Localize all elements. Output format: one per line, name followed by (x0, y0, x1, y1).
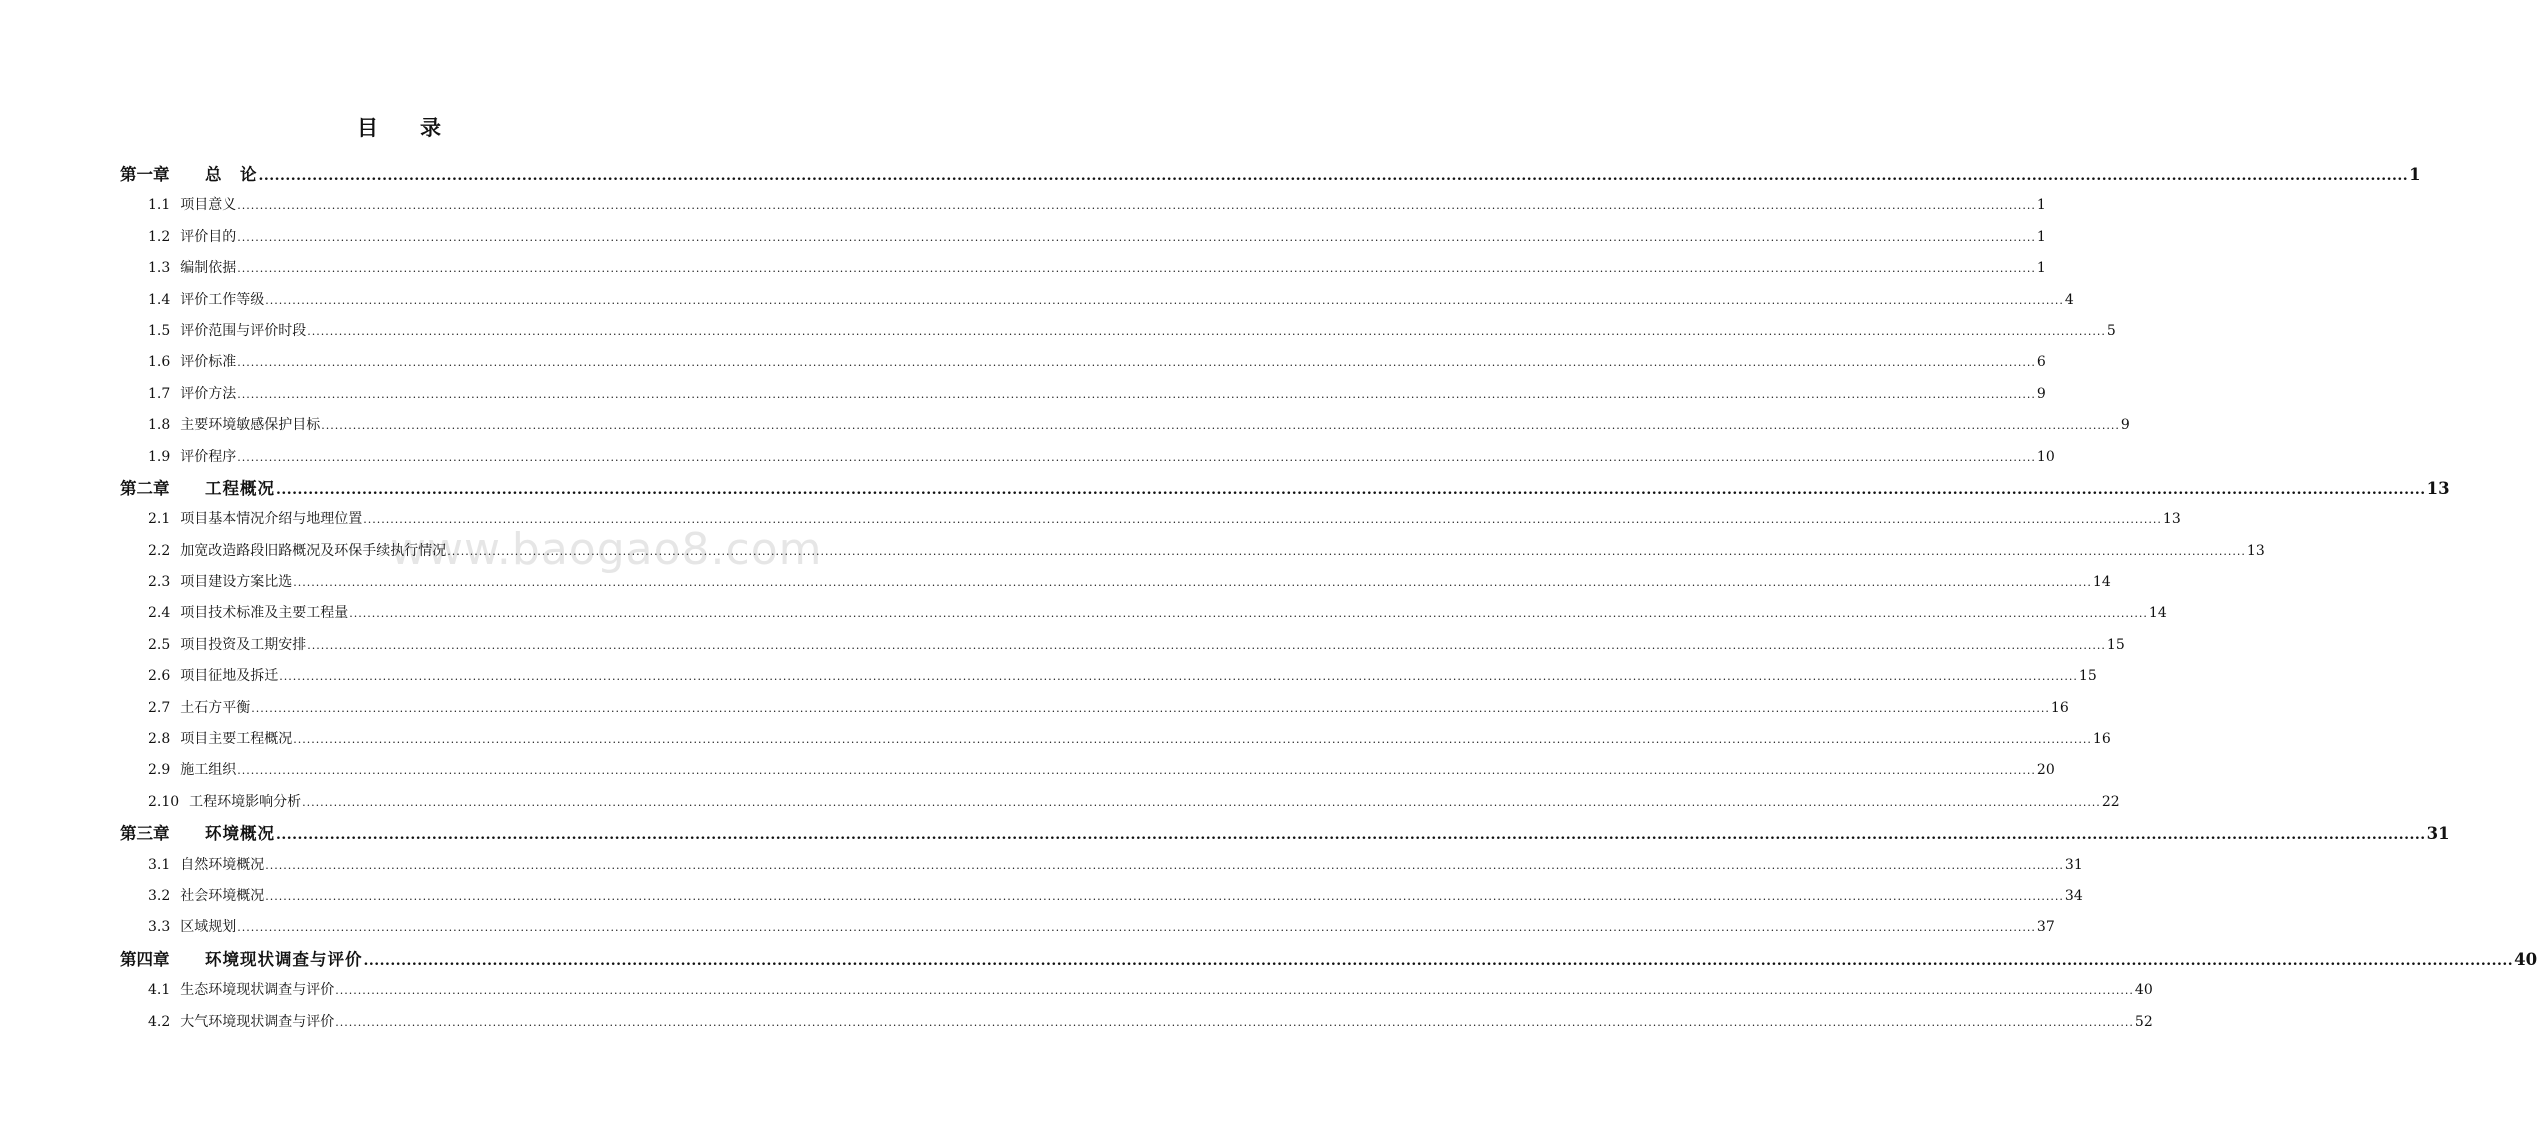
toc-page-number: 10 (2036, 448, 2055, 465)
toc-entry-title: 社会环境概况 (180, 887, 265, 904)
toc-chapter-row[interactable] (0, 473, 2450, 504)
toc-dot-leader: ................................................................................................................................................................................................................................................................................................................................................................................................................ (237, 356, 2036, 370)
toc-dot-leader: ................................................................................................................................................................................................................................................................................................................................................................................................................ (237, 921, 2036, 935)
toc-section-row[interactable] (0, 724, 2111, 755)
toc-page-number: 1 (2036, 260, 2046, 277)
toc-dot-leader: ................................................................................................................................................................................................................................................................................................................................................................................................................ (335, 984, 2134, 998)
toc-page-number: 20 (2036, 762, 2055, 779)
toc-section-row[interactable] (0, 253, 2046, 284)
toc-entry-number: 第一章 (120, 165, 170, 184)
page-title (0, 112, 800, 142)
toc-dot-leader: ................................................................................................................................................................................................................................................................................................................................................................................................................ (307, 324, 2106, 338)
toc-entry-number: 2.3 (148, 574, 171, 591)
toc-entry-number: 第三章 (120, 824, 170, 844)
toc-dot-leader: ................................................................................................................................................................................................................................................................................................................................................................................................................ (237, 199, 2036, 213)
toc-entry-number: 2.2 (148, 542, 171, 559)
toc-page-number: 1 (2036, 228, 2046, 245)
toc-entry-title: 项目意义 (180, 197, 237, 214)
toc-entry-number: 第四章 (120, 949, 170, 969)
toc-entry-number: 2.10 (148, 793, 180, 810)
toc-section-row[interactable] (0, 693, 2069, 724)
toc-page-number: 16 (2092, 731, 2111, 748)
toc-entry-title: 环境现状调查与评价 (205, 949, 363, 969)
toc-page-number: 40 (2134, 982, 2153, 999)
toc-dot-leader: ................................................................................................................................................................................................................................................................................................................................................................................................................ (251, 701, 2050, 715)
toc-entry-number: 2.5 (148, 636, 171, 653)
toc-chapter-row[interactable] (0, 818, 2450, 849)
toc-section-row[interactable] (0, 975, 2153, 1006)
toc-page-number: 37 (2036, 919, 2055, 936)
toc-dot-leader: ................................................................................................................................................................................................................................................................................................................................................................................................................ (258, 168, 2409, 184)
toc-dot-leader: ................................................................................................................................................................................................................................................................................................................................................................................................................ (307, 638, 2106, 652)
toc-page-number: 14 (2092, 574, 2111, 591)
toc-page-number: 9 (2036, 385, 2046, 402)
toc-section-row[interactable] (0, 536, 2265, 567)
toc-dot-leader: ................................................................................................................................................................................................................................................................................................................................................................................................................ (321, 419, 2120, 433)
toc-entry-number: 1.1 (148, 197, 171, 214)
toc-entry-title: 土石方平衡 (180, 699, 251, 716)
toc-section-row[interactable] (0, 316, 2116, 347)
toc-entry-title: 评价方法 (180, 385, 237, 402)
toc-page-number: 34 (2064, 887, 2083, 904)
toc-page-number: 40 (2514, 949, 2537, 969)
toc-entry-number: 1.7 (148, 385, 171, 402)
toc-section-row[interactable] (0, 190, 2046, 221)
toc-entry-title: 编制依据 (180, 260, 237, 277)
toc-page-number: 13 (2426, 478, 2450, 498)
toc-dot-leader: ................................................................................................................................................................................................................................................................................................................................................................................................................ (265, 858, 2064, 872)
toc-entry-number: 3.1 (148, 856, 171, 873)
toc-entry-title: 自然环境概况 (180, 856, 265, 873)
toc-entry-title: 生态环境现状调查与评价 (180, 982, 335, 999)
toc-entry-number: 2.8 (148, 731, 171, 748)
toc-entry-title: 工程环境影响分析 (189, 793, 302, 810)
toc-entry-number: 1.5 (148, 322, 171, 339)
toc-entry-title: 区域规划 (180, 919, 237, 936)
toc-page-number: 22 (2101, 793, 2120, 810)
toc-page-number: 16 (2050, 699, 2069, 716)
toc-section-row[interactable] (0, 755, 2055, 786)
toc-entry-number: 4.2 (148, 1013, 171, 1030)
toc-entry-number: 1.4 (148, 291, 171, 308)
toc-page-number: 6 (2036, 354, 2046, 371)
toc-dot-leader: ................................................................................................................................................................................................................................................................................................................................................................................................................ (276, 827, 2426, 844)
toc-entry-number: 4.1 (148, 982, 171, 999)
toc-entry-title: 评价目的 (180, 228, 237, 245)
toc-entry-number: 2.1 (148, 511, 171, 528)
toc-dot-leader: ................................................................................................................................................................................................................................................................................................................................................................................................................ (276, 481, 2426, 498)
toc-page-number: 5 (2106, 322, 2116, 339)
toc-dot-leader: ................................................................................................................................................................................................................................................................................................................................................................................................................ (237, 450, 2036, 464)
toc-page-number: 15 (2078, 668, 2097, 685)
toc-entry-number: 1.2 (148, 228, 171, 245)
toc-dot-leader: ................................................................................................................................................................................................................................................................................................................................................................................................................ (265, 889, 2064, 903)
toc-page-number: 1 (2409, 165, 2421, 184)
toc-section-row[interactable] (0, 410, 2130, 441)
toc-page-number: 14 (2148, 605, 2167, 622)
toc-section-row[interactable] (0, 504, 2181, 535)
toc-dot-leader: ................................................................................................................................................................................................................................................................................................................................................................................................................ (237, 387, 2036, 401)
toc-page-number: 1 (2036, 197, 2046, 214)
toc-dot-leader: ................................................................................................................................................................................................................................................................................................................................................................................................................ (335, 1015, 2134, 1029)
toc-section-row[interactable] (0, 379, 2046, 410)
toc-entry-number: 1.6 (148, 354, 171, 371)
table-of-contents (0, 159, 2537, 1038)
toc-entry-title: 项目主要工程概况 (180, 731, 293, 748)
toc-entry-title: 总 论 (205, 165, 258, 184)
toc-entry-number: 1.8 (148, 417, 171, 434)
toc-section-row[interactable] (0, 787, 2120, 818)
toc-entry-title: 项目征地及拆迁 (180, 668, 279, 685)
toc-dot-leader: ................................................................................................................................................................................................................................................................................................................................................................................................................ (237, 230, 2036, 244)
toc-dot-leader: ................................................................................................................................................................................................................................................................................................................................................................................................................ (293, 576, 2092, 590)
toc-page-number: 31 (2426, 824, 2450, 844)
toc-dot-leader: ................................................................................................................................................................................................................................................................................................................................................................................................................ (237, 262, 2036, 276)
toc-page-number: 15 (2106, 636, 2125, 653)
toc-page-number: 13 (2246, 542, 2265, 559)
toc-section-row[interactable] (0, 661, 2097, 692)
toc-dot-leader: ................................................................................................................................................................................................................................................................................................................................................................................................................ (279, 670, 2078, 684)
toc-page-number: 13 (2162, 511, 2181, 528)
toc-entry-title: 项目投资及工期安排 (180, 636, 307, 653)
toc-dot-leader: ................................................................................................................................................................................................................................................................................................................................................................................................................ (265, 293, 2064, 307)
toc-entry-number: 2.4 (148, 605, 171, 622)
toc-entry-number: 2.9 (148, 762, 171, 779)
toc-chapter-row[interactable] (0, 159, 2421, 190)
watermark-text: www.baogao8.com (390, 524, 823, 575)
toc-entry-title: 工程概况 (205, 478, 275, 498)
toc-chapter-row[interactable] (0, 944, 2537, 975)
page-title-left: 目 (357, 115, 380, 140)
toc-dot-leader: ................................................................................................................................................................................................................................................................................................................................................................................................................ (237, 764, 2036, 778)
toc-dot-leader: ................................................................................................................................................................................................................................................................................................................................................................................................................ (363, 513, 2162, 527)
toc-entry-title: 评价范围与评价时段 (180, 322, 307, 339)
toc-entry-number: 3.2 (148, 887, 171, 904)
toc-section-row[interactable] (0, 285, 2074, 316)
toc-dot-leader: ................................................................................................................................................................................................................................................................................................................................................................................................................ (447, 544, 2246, 558)
toc-entry-title: 项目技术标准及主要工程量 (180, 605, 349, 622)
toc-page-number: 31 (2064, 856, 2083, 873)
toc-entry-title: 加宽改造路段旧路概况及环保手续执行情况 (180, 542, 447, 559)
toc-dot-leader: ................................................................................................................................................................................................................................................................................................................................................................................................................ (349, 607, 2148, 621)
toc-dot-leader: ................................................................................................................................................................................................................................................................................................................................................................................................................ (293, 733, 2092, 747)
page-title-right: 录 (420, 115, 443, 140)
toc-section-row[interactable] (0, 881, 2083, 912)
toc-entry-title: 评价程序 (180, 448, 237, 465)
toc-section-row[interactable] (0, 630, 2125, 661)
toc-section-row[interactable] (0, 912, 2055, 943)
toc-entry-title: 评价标准 (180, 354, 237, 371)
toc-section-row[interactable] (0, 567, 2111, 598)
toc-page-number: 52 (2134, 1013, 2153, 1030)
toc-entry-title: 大气环境现状调查与评价 (180, 1013, 335, 1030)
toc-entry-number: 2.6 (148, 668, 171, 685)
toc-section-row[interactable] (0, 347, 2046, 378)
toc-page-number: 9 (2120, 417, 2130, 434)
toc-dot-leader: ................................................................................................................................................................................................................................................................................................................................................................................................................ (302, 795, 2101, 809)
toc-entry-number: 3.3 (148, 919, 171, 936)
toc-page-number: 4 (2064, 291, 2074, 308)
toc-section-row[interactable] (0, 850, 2083, 881)
toc-entry-number: 第二章 (120, 478, 170, 498)
toc-section-row[interactable] (0, 222, 2046, 253)
toc-entry-number: 2.7 (148, 699, 171, 716)
toc-entry-number: 1.9 (148, 448, 171, 465)
toc-entry-title: 环境概况 (205, 824, 275, 844)
toc-entry-title: 项目建设方案比选 (180, 574, 293, 591)
toc-entry-number: 1.3 (148, 260, 171, 277)
toc-entry-title: 施工组织 (180, 762, 237, 779)
toc-dot-leader: ................................................................................................................................................................................................................................................................................................................................................................................................................ (363, 952, 2514, 969)
toc-section-row[interactable] (0, 1007, 2153, 1038)
toc-entry-title: 主要环境敏感保护目标 (180, 417, 321, 434)
toc-section-row[interactable] (0, 442, 2055, 473)
toc-entry-title: 项目基本情况介绍与地理位置 (180, 511, 363, 528)
toc-entry-title: 评价工作等级 (180, 291, 265, 308)
toc-section-row[interactable] (0, 598, 2167, 629)
